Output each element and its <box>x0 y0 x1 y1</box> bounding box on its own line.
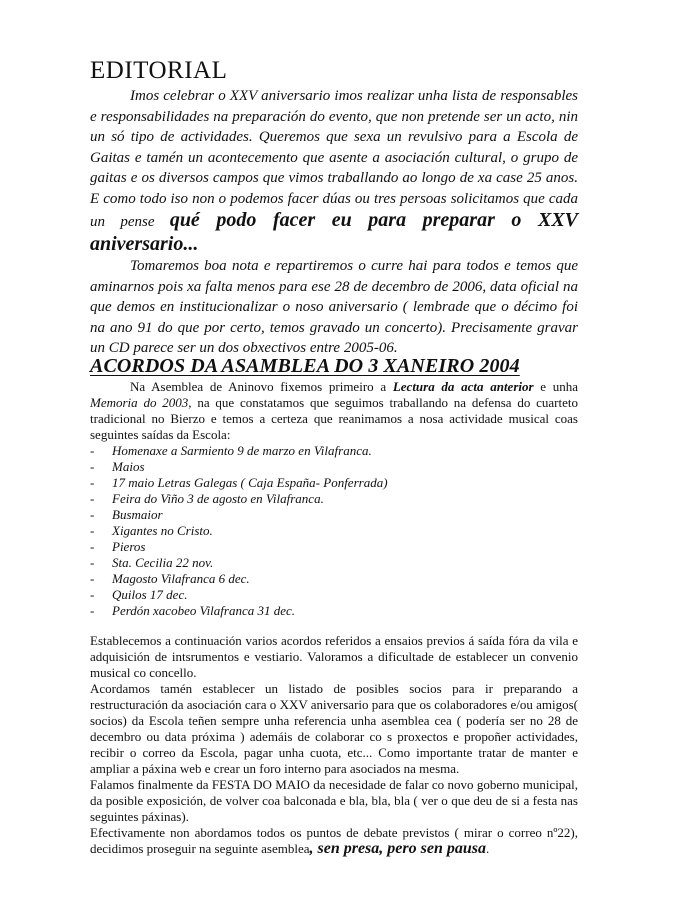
events-list <box>90 443 578 619</box>
spacer <box>90 619 578 633</box>
acordos-intro <box>90 379 578 443</box>
editorial-section <box>90 86 578 359</box>
paragraph-establecemos: Establecemos a continuación varios acordos referidos a ensaios previos á saída fóra da vila e adquisición de intsrumentos e vestiario. Valoramos a dificultade de establecer un convenio musical co concello. <box>90 633 578 680</box>
page-title: EDITORIAL <box>90 57 228 84</box>
list-item: - Maios <box>90 459 145 474</box>
editorial-paragraph-1 <box>90 86 578 256</box>
list-item: - Pieros <box>90 539 146 554</box>
intro-text-3: , na que constatamos que seguimos traballando na defensa do cuarteto tradicional no Bierzo e temos a certeza que reanimamos a nosa actividade musical coas seguintes saídas da Escola: <box>90 395 578 442</box>
list-item: - Xigantes no Cristo. <box>90 523 213 538</box>
list-item: - 17 maio Letras Galegas ( Caja España- Ponferrada) <box>90 475 388 490</box>
list-item: - Feira do Viño 3 de agosto en Vilafranca. <box>90 491 324 506</box>
list-item: - Magosto Vilafranca 6 dec. <box>90 571 250 586</box>
final-end: . <box>485 841 490 856</box>
final-highlight: , sen presa, pero sen pausa <box>309 840 486 857</box>
list-item: - Sta. Cecilia 22 nov. <box>90 555 214 570</box>
paragraph-acordamos: Acordamos tamén establecer un listado de posibles socios para ir preparando a restructuración da asociación cara o XXV aniversario para que os colaboradores e/ou amigos( socios) da Escola teñen sempre unha referencia unha asemblea cea ( podería ser no 28 de decembro ou data próxima ) ademáis de colaborar co s proxectos e propoñer actividades, recibir o correo da Escola, pagar unha cuota, etc... Como importante tratar de manter e ampliar a páxina web e crear un foro interno para asociados na mesma. <box>90 681 578 776</box>
intro-bold: Lectura da acta anterior <box>392 379 534 394</box>
acordos-heading: ACORDOS DA ASAMBLEA DO 3 XANEIRO 2004 <box>90 355 520 377</box>
acordos-section <box>90 379 578 857</box>
editorial-paragraph-2: Tomaremos boa nota e repartiremos o curre hai para todos e temos que aminarnos pois xa falta menos para ese 28 de decembro de 2006, data oficial na que demos en institucionalizar o noso aniversario ( lembrade que o décimo foi na ano 91 do que por certo, temos gravado un concerto). Precisamente gravar un CD parece ser un dos obxectivos entre 2005-06. <box>90 258 578 356</box>
paragraph-final <box>90 825 578 857</box>
paragraph-falamos: Falamos finalmente da FESTA DO MAIO da necesidade de falar co novo goberno municipal, da posible exposición, de volver coa balconada e bla, bla, bla ( ver o que deu de si a festa nas seguintes páxinas). <box>90 777 578 824</box>
intro-text-2: e unha <box>533 379 579 394</box>
list-item: - Perdón xacobeo Vilafranca 31 dec. <box>90 603 296 618</box>
final-text: Efectivamente non abordamos todos os puntos de debate previstos ( mirar o correo nº22), decidimos proseguir na seguinte asemblea <box>90 825 578 856</box>
list-item: - Quilos 17 dec. <box>90 587 188 602</box>
intro-em: Memoria do 2003 <box>90 395 189 410</box>
list-item: - Busmaior <box>90 507 163 522</box>
editorial-highlight: qué podo facer eu para preparar o XXV aniversario... <box>90 209 579 255</box>
list-item: - Homenaxe a Sarmiento 9 de marzo en Vilafranca. <box>90 443 372 458</box>
editorial-text-1: Imos celebrar o XXV aniversario imos realizar unha lista de responsables e responsabilidades na preparación do evento, que non pretende ser un acto, nin un só tipo de actividades. Queremos que sexa un revulsivo para a Escola de Gaitas e tamén un acontecemento que asente a asociación cultural, o grupo de gaitas e os diversos campos que vimos traballando ao longo de xa case 25 anos. E como todo iso non o podemos facer dúas ou tres persoas solicitamos que cada un pense <box>90 88 578 230</box>
intro-text-1: Na Asemblea de Aninovo fixemos primeiro a <box>130 379 387 394</box>
